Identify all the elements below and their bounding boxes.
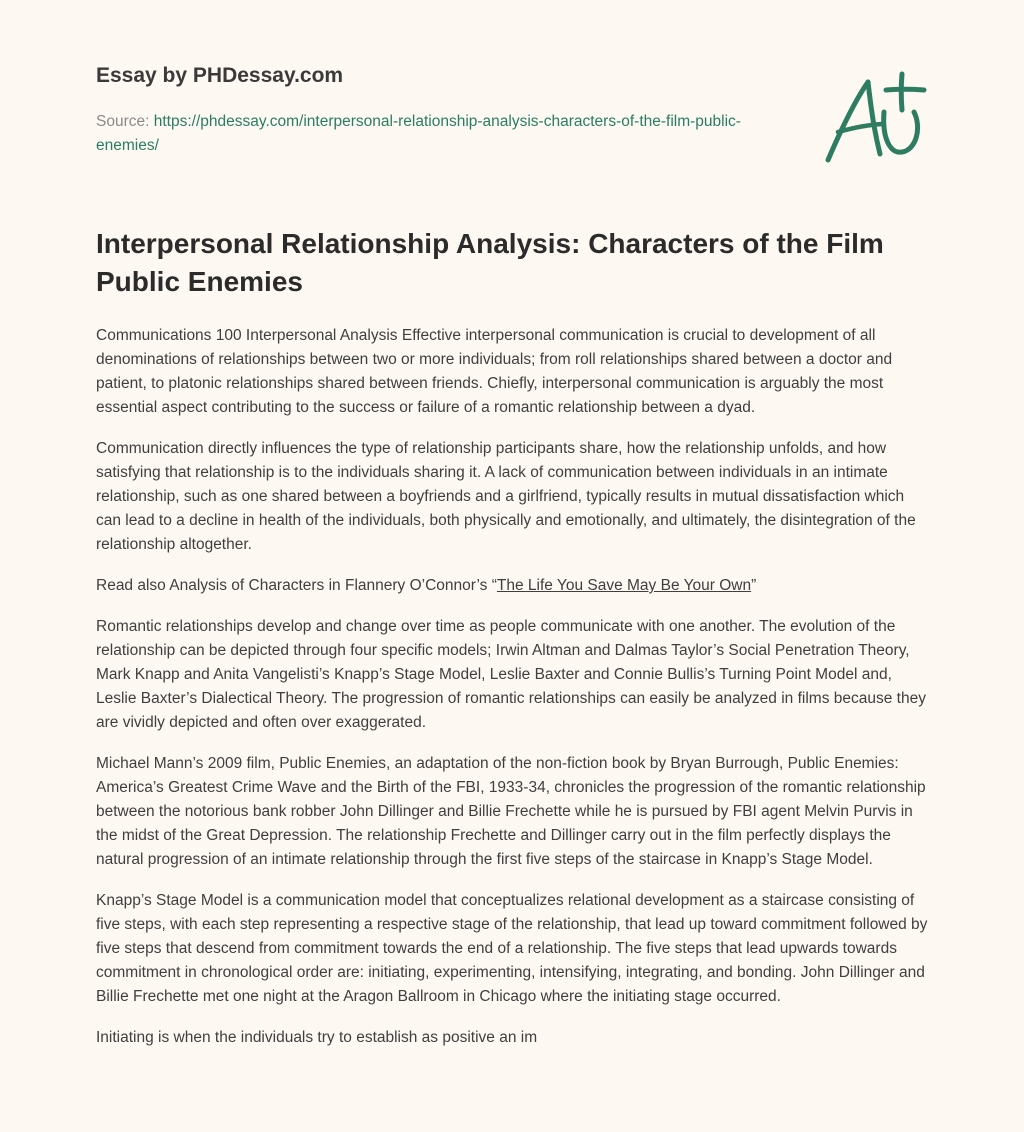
- read-also-line: [96, 574, 928, 598]
- source-line: [96, 110, 786, 158]
- paragraph: Knapp’s Stage Model is a communication model that conceptualizes relational development as a staircase consisting of five steps, with each step representing a respective stage of the relationship, that lead up toward commitment followed by five steps that descend from commitment towards the end of a relationship. The five steps that lead upwards towards commitment in chronological order are: initiating, experimenting, intensifying, integrating, and bonding. John Dillinger and Billie Frechette met one night at the Aragon Ballroom in Chicago where the initiating stage occurred.: [96, 892, 928, 1005]
- paragraph: Communications 100 Interpersonal Analysis Effective interpersonal communication is crucial to development of all denominations of relationships between two or more individuals; from roll relationships shared between a doctor and patient, to platonic relationships shared between friends. Chiefly, interpersonal communication is arguably the most essential aspect contributing to the success or failure of a romantic relationship between a dyad.: [96, 327, 893, 416]
- paragraph: Michael Mann’s 2009 film, Public Enemies, an adaptation of the non-fiction book by Bryan Burrough, Public Enemies: America’s Greatest Crime Wave and the Birth of the FBI, 1933-34, chronicles the progression of the romantic relationship between the notorious bank robber John Dillinger and Billie Frechette while he is pursued by FBI agent Melvin Purvis in the midst of the Great Depression. The relationship Frechette and Dillinger carry out in the film perfectly displays the natural progression of an intimate relationship through the first five steps of the staircase in Knapp’s Stage Model.: [96, 755, 926, 868]
- read-also-link[interactable]: The Life You Save May Be Your Own: [496, 577, 752, 594]
- source-link[interactable]: https://phdessay.com/interpersonal-relationship-analysis-characters-of-the-film-public-enemies/: [96, 113, 741, 154]
- article-body: [96, 324, 928, 1067]
- site-brand: Essay by PHDessay.com: [96, 64, 344, 87]
- source-label: Source:: [96, 113, 150, 130]
- paragraph: Initiating is when the individuals try to establish as positive an im: [96, 1029, 538, 1046]
- paragraph: Romantic relationships develop and change over time as people communicate with one another. The evolution of the relationship can be depicted through four specific models; Irwin Altman and Dalmas Taylor’s Social Penetration Theory, Mark Knapp and Anita Vangelisti’s Knapp’s Stage Model, Leslie Baxter and Connie Bullis’s Turning Point Model and, Leslie Baxter’s Dialectical Theory. The progression of romantic relationships can easily be analyzed in films because they are vividly depicted and often over exaggerated.: [96, 618, 926, 731]
- a-plus-logo-icon: [824, 68, 928, 164]
- read-also-prefix: Read also Analysis of Characters in Flannery O’Connor’s “: [96, 577, 497, 594]
- paragraph: Communication directly influences the type of relationship participants share, how the relationship unfolds, and how satisfying that relationship is to the individuals sharing it. A lack of communication between individuals in an intimate relationship, such as one shared between a boyfriends and a girlfriend, typically results in mutual dissatisfaction which can lead to a decline in health of the individuals, both physically and emotionally, and ultimately, the disintegration of the relationship altogether.: [96, 440, 916, 553]
- read-also-suffix: ”: [751, 577, 757, 594]
- article-title: Interpersonal Relationship Analysis: Characters of the Film Public Enemies: [96, 228, 884, 297]
